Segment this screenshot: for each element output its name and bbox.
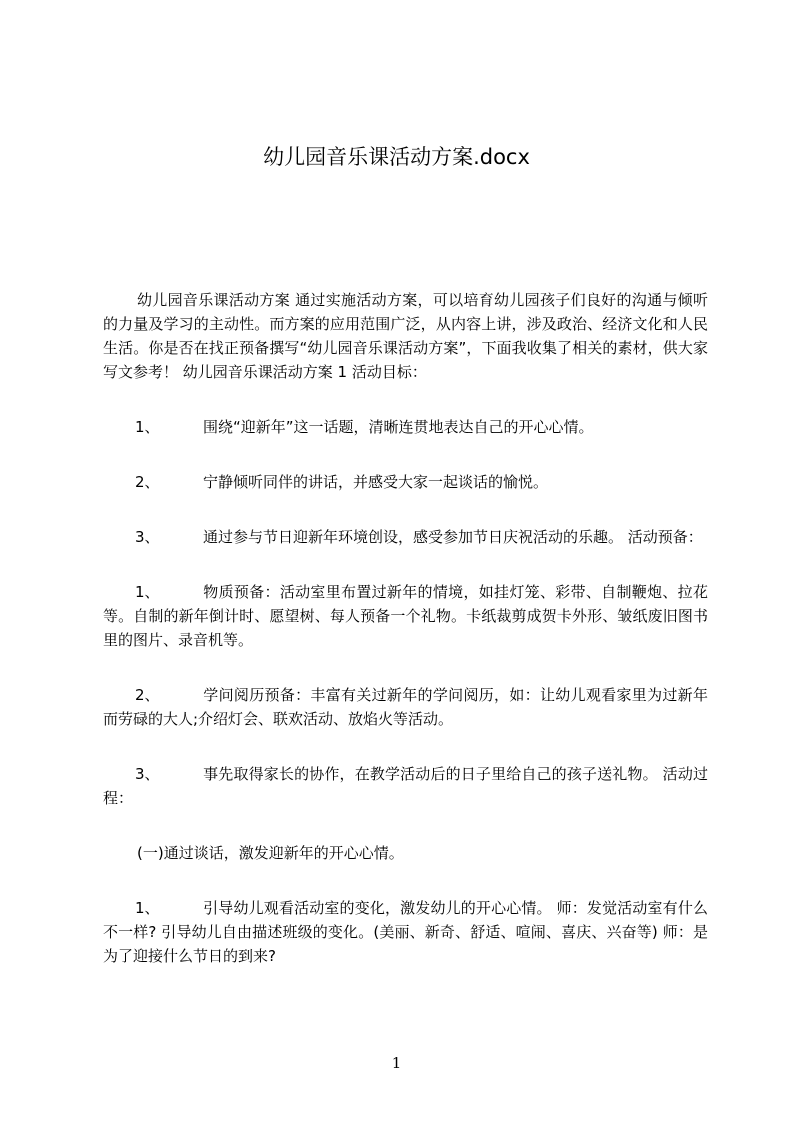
list-number: 2、 — [135, 473, 160, 491]
list-text: 物质预备：活动室里布置过新年的情境，如挂灯笼、彩带、自制鞭炮、拉花等。自制的新年倒计时、愿望树、每人预备一个礼物。卡纸裁剪成贺卡外形、皱纸废旧图书里的图片、录音机等。 — [103, 583, 708, 649]
list-number: 1、 — [135, 418, 160, 436]
list-text: 学问阅历预备：丰富有关过新年的学问阅历，如：让幼儿观看家里为过新年而劳碌的大人;介绍灯会、联欢活动、放焰火等活动。 — [103, 686, 708, 728]
page-number: 1 — [391, 1054, 402, 1072]
intro-paragraph: 幼儿园音乐课活动方案 通过实施活动方案，可以培育幼儿园孩子们良好的沟通与倾听的力量及学习的主动性。而方案的应用范围广泛，从内容上讲，涉及政治、经济文化和人民生活。你是否在找正预备撰写“幼儿园音乐课活动方案”，下面我收集了相关的素材，供大家写文参考！ 幼儿园音乐课活动方案 1 活动目标： — [103, 291, 708, 381]
goal-item — [103, 415, 708, 439]
list-text: 围绕“迎新年”这一话题，清晰连贯地表达自己的开心心情。 — [203, 418, 594, 436]
process-item — [103, 896, 708, 968]
list-number: 1、 — [135, 899, 160, 917]
preparation-item — [103, 580, 708, 652]
list-number: 3、 — [135, 528, 160, 546]
preparation-item — [103, 762, 708, 810]
list-number: 3、 — [135, 765, 160, 783]
section-heading: (一)通过谈话，激发迎新年的开心心情。 — [137, 844, 404, 862]
document-title: 幼儿园音乐课活动方案.docx — [263, 145, 530, 169]
preparation-item — [103, 683, 708, 731]
goal-item — [103, 470, 708, 494]
list-text: 宁静倾听同伴的讲话，并感受大家一起谈话的愉悦。 — [203, 473, 549, 491]
list-number: 2、 — [135, 686, 160, 704]
goal-item — [103, 525, 708, 549]
list-text: 引导幼儿观看活动室的变化，激发幼儿的开心心情。 师：发觉活动室有什么不一样? 引导幼儿自由描述班级的变化。(美丽、新奇、舒适、喧闹、喜庆、兴奋等) 师：是为了迎接什么节日的到来? — [103, 899, 708, 965]
list-text: 通过参与节日迎新年环境创设，感受参加节日庆祝活动的乐趣。 活动预备： — [203, 528, 703, 546]
document-body — [103, 288, 708, 968]
list-number: 1、 — [135, 583, 160, 601]
list-text: 事先取得家长的协作，在教学活动后的日子里给自己的孩子送礼物。 活动过程： — [103, 765, 708, 807]
